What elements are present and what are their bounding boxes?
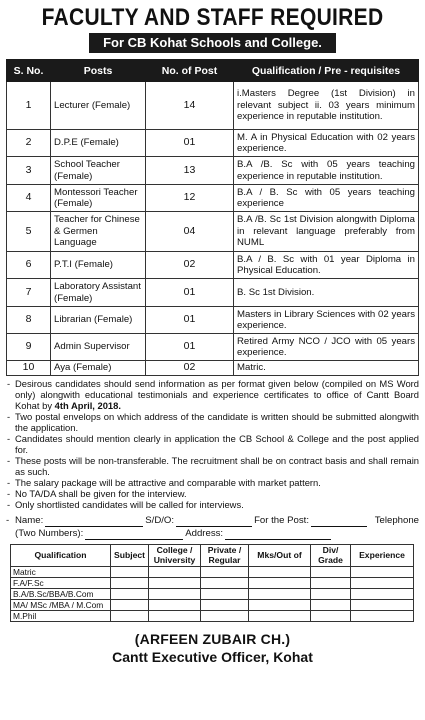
row-post: Librarian (Female) <box>51 307 146 334</box>
row-qualification: B. Sc 1st Division. <box>234 279 419 307</box>
address-field[interactable] <box>225 530 331 540</box>
row-sno: 7 <box>7 279 51 307</box>
table-row <box>11 589 414 600</box>
edu-cell[interactable] <box>351 600 414 611</box>
edu-cell[interactable] <box>249 611 311 622</box>
edu-cell[interactable] <box>201 567 249 578</box>
edu-cell[interactable] <box>351 589 414 600</box>
row-count: 02 <box>146 252 234 279</box>
dash-marker: - <box>6 515 10 526</box>
row-sno: 1 <box>7 82 51 130</box>
row-sno: 8 <box>7 307 51 334</box>
edu-header-division: Div/ Grade <box>311 545 351 567</box>
row-count: 13 <box>146 157 234 185</box>
header-count: No. of Post <box>146 60 234 82</box>
table-row <box>7 307 419 334</box>
edu-cell[interactable] <box>201 611 249 622</box>
row-count: 14 <box>146 82 234 130</box>
edu-cell[interactable] <box>201 589 249 600</box>
address-label: Address: <box>185 528 224 539</box>
table-row <box>7 212 419 252</box>
edu-header-qualification: Qualification <box>11 545 111 567</box>
instruction-item: - Candidates should mention clearly in application the CB School & College and the post applied for. <box>6 433 419 455</box>
row-qualification: B.A / B. Sc with 05 years teaching experience <box>234 185 419 212</box>
edu-cell[interactable] <box>311 567 351 578</box>
edu-cell[interactable] <box>351 567 414 578</box>
edu-cell[interactable] <box>311 600 351 611</box>
table-row <box>7 185 419 212</box>
edu-header-subject: Subject <box>111 545 149 567</box>
row-count: 02 <box>146 361 234 376</box>
row-sno: 10 <box>7 361 51 376</box>
edu-qualification: B.A/B.Sc/BBA/B.Com <box>11 589 111 600</box>
edu-cell[interactable] <box>201 600 249 611</box>
edu-header-college: College / University <box>149 545 201 567</box>
edu-header-marks: Mks/Out of <box>249 545 311 567</box>
table-row <box>11 600 414 611</box>
row-count: 04 <box>146 212 234 252</box>
header-sno: S. No. <box>7 60 51 82</box>
edu-cell[interactable] <box>149 611 201 622</box>
edu-cell[interactable] <box>351 611 414 622</box>
row-sno: 5 <box>7 212 51 252</box>
instruction-item: - These posts will be non-transferable. The recruitment shall be on contract basis and shall remain as such. <box>6 455 419 477</box>
row-qualification: i.Masters Degree (1st Division) in relevant subject ii. 03 years minimum experience in reputable institution. <box>234 82 419 130</box>
edu-cell[interactable] <box>201 578 249 589</box>
edu-cell[interactable] <box>351 578 414 589</box>
row-qualification: M. A in Physical Education with 02 years experience. <box>234 130 419 157</box>
table-row <box>11 567 414 578</box>
row-qualification: Masters in Library Sciences with 02 years experience. <box>234 307 419 334</box>
edu-cell[interactable] <box>149 567 201 578</box>
row-count: 01 <box>146 279 234 307</box>
two-numbers-label: (Two Numbers): <box>15 528 84 539</box>
instruction-text: Desirous candidates should send information as per format given below (compiled on MS Word only) alongwith educational testimonials and experience certificates to office of Cantt Board Kohat by <box>15 378 419 411</box>
edu-cell[interactable] <box>111 567 149 578</box>
row-sno: 3 <box>7 157 51 185</box>
officer-designation: Cantt Executive Officer, Kohat <box>112 649 313 665</box>
row-count: 01 <box>146 307 234 334</box>
edu-cell[interactable] <box>311 578 351 589</box>
header-qualification: Qualification / Pre - requisites <box>234 60 419 82</box>
row-qualification: Matric. <box>234 361 419 376</box>
name-label: Name: <box>15 515 44 526</box>
table-row <box>11 578 414 589</box>
header-posts: Posts <box>51 60 146 82</box>
instruction-item: - No TA/DA shall be given for the interview. <box>6 488 419 499</box>
row-sno: 6 <box>7 252 51 279</box>
post-field[interactable] <box>311 517 367 527</box>
table-row <box>7 252 419 279</box>
signature-block <box>6 631 419 665</box>
instruction-item: - The salary package will be attractive and comparable with market pattern. <box>6 477 419 488</box>
officer-name: (ARFEEN ZUBAIR CH.) <box>134 631 291 647</box>
posts-table <box>6 59 419 376</box>
edu-cell[interactable] <box>249 589 311 600</box>
name-field[interactable] <box>45 517 143 527</box>
row-post: Lecturer (Female) <box>51 82 146 130</box>
edu-qualification: MA/ MSc /MBA / M.Com <box>11 600 111 611</box>
row-post: Aya (Female) <box>51 361 146 376</box>
edu-cell[interactable] <box>111 600 149 611</box>
edu-cell[interactable] <box>149 589 201 600</box>
table-row <box>7 157 419 185</box>
row-post: P.T.I (Female) <box>51 252 146 279</box>
instruction-item: - Only shortlisted candidates will be called for interviews. <box>6 499 419 510</box>
page-subtitle: For CB Kohat Schools and College. <box>89 33 336 53</box>
row-post: Admin Supervisor <box>51 334 146 361</box>
table-row <box>7 130 419 157</box>
post-label: For the Post: <box>254 515 309 526</box>
table-row <box>7 82 419 130</box>
row-qualification: B.A /B. Sc with 05 years teaching experience in reputable institution. <box>234 157 419 185</box>
sdo-label: S/D/O: <box>145 515 175 526</box>
telephone-label: Telephone <box>374 515 419 526</box>
row-sno: 4 <box>7 185 51 212</box>
table-row <box>7 279 419 307</box>
edu-cell[interactable] <box>311 611 351 622</box>
row-count: 01 <box>146 130 234 157</box>
row-post: School Teacher (Female) <box>51 157 146 185</box>
row-post: Teacher for Chinese & Germen Language <box>51 212 146 252</box>
row-sno: 2 <box>7 130 51 157</box>
edu-qualification: F.A/F.Sc <box>11 578 111 589</box>
deadline-date: 4th April, 2018. <box>54 400 121 411</box>
edu-cell[interactable] <box>111 589 149 600</box>
edu-qualification: Matric <box>11 567 111 578</box>
instruction-item <box>6 378 419 411</box>
edu-cell[interactable] <box>249 578 311 589</box>
edu-cell[interactable] <box>149 578 201 589</box>
row-qualification: B.A / B. Sc with 01 year Diploma in Physical Education. <box>234 252 419 279</box>
edu-cell[interactable] <box>149 600 201 611</box>
telephone-field[interactable] <box>85 530 183 540</box>
row-qualification: Retired Army NCO / JCO with 05 years experience. <box>234 334 419 361</box>
row-sno: 9 <box>7 334 51 361</box>
edu-cell[interactable] <box>249 567 311 578</box>
edu-cell[interactable] <box>249 600 311 611</box>
table-row <box>7 334 419 361</box>
form-line-2 <box>6 528 419 540</box>
education-table <box>10 544 414 622</box>
edu-cell[interactable] <box>111 578 149 589</box>
edu-qualification: M.Phil <box>11 611 111 622</box>
edu-header-private: Private / Regular <box>201 545 249 567</box>
edu-cell[interactable] <box>311 589 351 600</box>
sdo-field[interactable] <box>176 517 252 527</box>
subtitle-wrap <box>6 33 419 53</box>
row-count: 12 <box>146 185 234 212</box>
posts-table-header <box>7 60 419 82</box>
instruction-item: - Two postal envelops on which address of the candidate is written should be submitted alongwith the application. <box>6 411 419 433</box>
edu-header-experience: Experience <box>351 545 414 567</box>
row-post: Montessori Teacher (Female) <box>51 185 146 212</box>
row-post: Laboratory Assistant (Female) <box>51 279 146 307</box>
row-post: D.P.E (Female) <box>51 130 146 157</box>
row-qualification: B.A /B. Sc 1st Division alongwith Diploma in relevant language preferably from NUML <box>234 212 419 252</box>
row-count: 01 <box>146 334 234 361</box>
page-title: FACULTY AND STAFF REQUIRED <box>41 4 384 31</box>
form-line-1 <box>6 515 419 527</box>
education-table-header <box>11 545 414 567</box>
edu-cell[interactable] <box>111 611 149 622</box>
table-row <box>7 361 419 376</box>
table-row <box>11 611 414 622</box>
instructions-list <box>6 378 419 510</box>
